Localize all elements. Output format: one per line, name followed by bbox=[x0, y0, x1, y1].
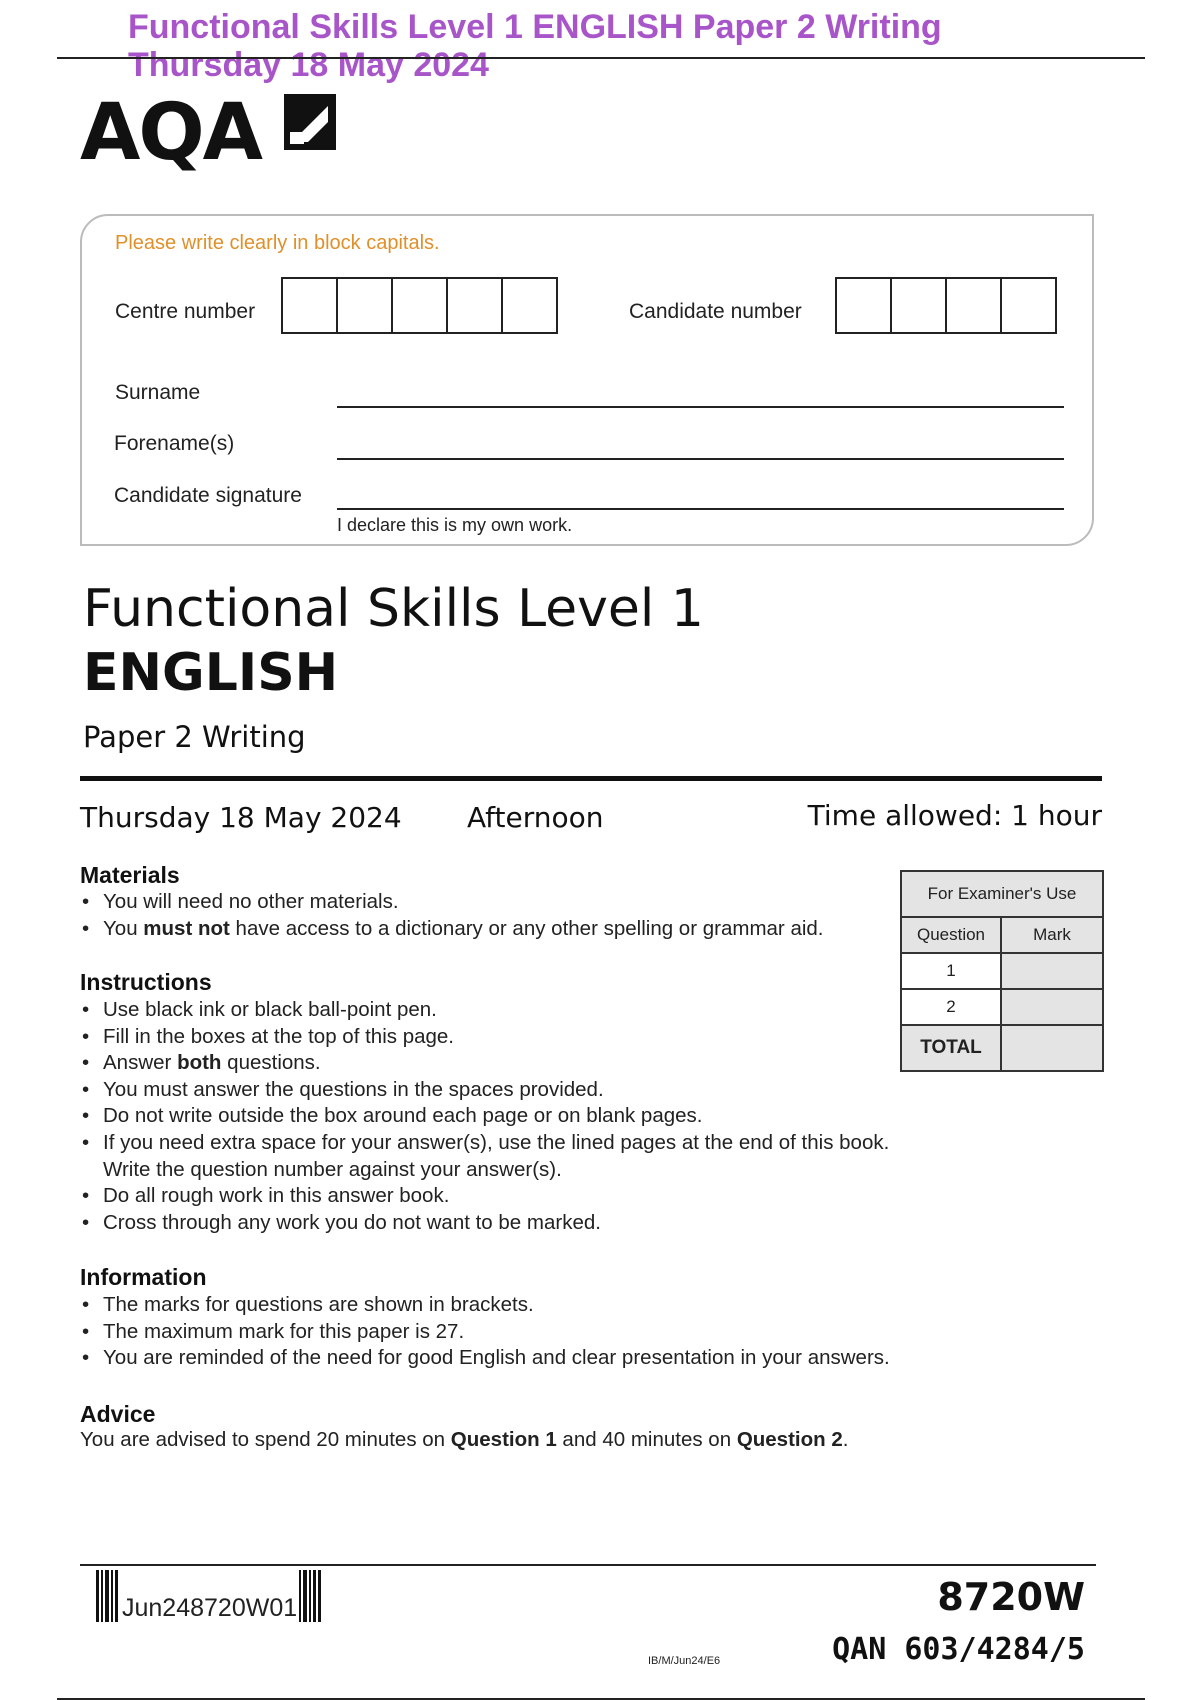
subject-title: ENGLISH bbox=[83, 643, 339, 703]
list-item bbox=[80, 1050, 889, 1077]
examiner-row-2-mark bbox=[1001, 989, 1103, 1025]
list-item bbox=[80, 1210, 889, 1237]
block-capitals-instruction: Please write clearly in block capitals. bbox=[115, 232, 440, 254]
centre-digit-box[interactable] bbox=[281, 277, 338, 334]
list-item bbox=[80, 1319, 890, 1346]
materials-list bbox=[80, 889, 824, 942]
barcode-bar bbox=[318, 1570, 321, 1622]
advice-question-2: Question 2 bbox=[736, 1428, 843, 1451]
specification-code: 8720W bbox=[937, 1575, 1085, 1619]
examiner-row-1-question: 1 bbox=[901, 953, 1001, 989]
barcode-text: Jun248720W01 bbox=[122, 1594, 298, 1622]
information-item-2: The maximum mark for this paper is 27. bbox=[103, 1319, 465, 1343]
materials-item-1: You will need no other materials. bbox=[103, 890, 399, 913]
instruction-item-8: Cross through any work you do not want to be marked. bbox=[103, 1210, 601, 1234]
signature-label: Candidate signature bbox=[114, 484, 302, 507]
candidate-digit-box[interactable] bbox=[890, 277, 947, 334]
instruction-item-6a: If you need extra space for your answer(s), use the lined pages at the end of this book. bbox=[103, 1130, 890, 1154]
centre-digit-box[interactable] bbox=[336, 277, 393, 334]
watermark-title bbox=[128, 8, 942, 84]
aqa-logo-text: AQA bbox=[80, 88, 262, 178]
barcode-bar bbox=[105, 1570, 109, 1622]
instructions-list bbox=[80, 997, 889, 1236]
barcode-bar bbox=[96, 1570, 99, 1622]
list-item bbox=[80, 1345, 890, 1372]
materials-heading: Materials bbox=[80, 862, 180, 888]
examiner-row-1-mark bbox=[1001, 953, 1103, 989]
materials-item-2-bold: must not bbox=[143, 916, 230, 940]
instruction-item-7: Do all rough work in this answer book. bbox=[103, 1184, 450, 1208]
barcode-bar bbox=[101, 1570, 103, 1622]
advice-post: . bbox=[842, 1428, 849, 1451]
watermark-line-2: Thursday 18 May 2024 bbox=[128, 46, 489, 84]
paper-title: Functional Skills Level 1 bbox=[83, 579, 704, 639]
footer-rule bbox=[80, 1564, 1096, 1566]
instruction-item-4: You must answer the questions in the spaces provided. bbox=[103, 1077, 604, 1101]
list-item bbox=[80, 1103, 889, 1130]
aqa-logo bbox=[80, 88, 261, 178]
information-item-1: The marks for questions are shown in brackets. bbox=[103, 1293, 534, 1316]
advice-pre: You are advised to spend 20 minutes on bbox=[80, 1428, 451, 1451]
qan-number: QAN 603/4284/5 bbox=[832, 1632, 1085, 1667]
advice-text bbox=[80, 1428, 848, 1452]
examiner-total-label: TOTAL bbox=[901, 1025, 1001, 1071]
list-item bbox=[80, 889, 824, 916]
examiner-total-mark bbox=[1001, 1025, 1103, 1071]
title-rule bbox=[80, 776, 1102, 781]
candidate-digit-box[interactable] bbox=[1000, 277, 1057, 334]
candidate-number-boxes[interactable] bbox=[835, 277, 1057, 334]
time-allowed: Time allowed: 1 hour bbox=[807, 799, 1102, 832]
barcode-bar bbox=[309, 1570, 311, 1622]
examiner-use-table bbox=[900, 870, 1104, 1072]
aqa-logo-mark-icon bbox=[282, 92, 338, 152]
top-rule bbox=[57, 57, 1145, 59]
instruction-item-2: Fill in the boxes at the top of this page. bbox=[103, 1024, 454, 1048]
examiner-col-question: Question bbox=[901, 917, 1001, 953]
centre-digit-box[interactable] bbox=[446, 277, 503, 334]
exam-session: Afternoon bbox=[467, 801, 604, 834]
list-item bbox=[80, 1292, 890, 1319]
barcode bbox=[96, 1570, 323, 1622]
instruction-item-3-pre: Answer bbox=[103, 1051, 178, 1075]
information-heading: Information bbox=[80, 1264, 207, 1290]
table-row bbox=[901, 1025, 1103, 1071]
centre-number-label: Centre number bbox=[115, 300, 256, 323]
advice-mid: and 40 minutes on bbox=[556, 1428, 737, 1451]
examiner-col-mark: Mark bbox=[1001, 917, 1103, 953]
watermark-line-1: Functional Skills Level 1 ENGLISH Paper 2 Writing bbox=[128, 8, 942, 46]
list-item bbox=[80, 1077, 889, 1104]
surname-line[interactable] bbox=[337, 406, 1064, 408]
list-item bbox=[80, 997, 889, 1024]
candidate-number-label: Candidate number bbox=[629, 300, 802, 323]
forename-line[interactable] bbox=[337, 458, 1064, 460]
instruction-item-3-bold: both bbox=[177, 1051, 222, 1075]
candidate-digit-box[interactable] bbox=[835, 277, 892, 334]
barcode-bar bbox=[111, 1570, 113, 1622]
centre-digit-box[interactable] bbox=[391, 277, 448, 334]
table-row bbox=[901, 953, 1103, 989]
information-list bbox=[80, 1292, 890, 1372]
examiner-table-title: For Examiner's Use bbox=[901, 871, 1103, 917]
centre-number-boxes[interactable] bbox=[281, 277, 558, 334]
instruction-item-6b: Write the question number against your answer(s). bbox=[103, 1157, 562, 1181]
advice-heading: Advice bbox=[80, 1401, 156, 1427]
advice-question-1: Question 1 bbox=[450, 1428, 557, 1451]
declaration-text: I declare this is my own work. bbox=[337, 515, 573, 535]
forename-label: Forename(s) bbox=[114, 432, 235, 455]
information-item-3: You are reminded of the need for good English and clear presentation in your answers. bbox=[103, 1346, 890, 1370]
surname-label: Surname bbox=[115, 381, 201, 404]
exam-date: Thursday 18 May 2024 bbox=[80, 801, 402, 834]
list-item bbox=[80, 1024, 889, 1051]
barcode-bar bbox=[115, 1570, 118, 1622]
instruction-item-5: Do not write outside the box around each page or on blank pages. bbox=[103, 1104, 703, 1128]
signature-line[interactable] bbox=[337, 508, 1064, 510]
document-reference: IB/M/Jun24/E6 bbox=[648, 1655, 721, 1667]
instruction-item-3-post: questions. bbox=[221, 1051, 321, 1075]
instruction-item-1: Use black ink or black ball-point pen. bbox=[103, 998, 437, 1021]
candidate-digit-box[interactable] bbox=[945, 277, 1002, 334]
barcode-bar bbox=[303, 1570, 307, 1622]
table-row bbox=[901, 989, 1103, 1025]
centre-digit-box[interactable] bbox=[501, 277, 558, 334]
materials-item-2-pre: You bbox=[103, 916, 144, 940]
list-item bbox=[80, 1183, 889, 1210]
barcode-bar bbox=[299, 1570, 301, 1622]
list-item bbox=[80, 916, 824, 943]
paper-subtitle: Paper 2 Writing bbox=[83, 720, 306, 754]
barcode-bar bbox=[313, 1570, 316, 1622]
instructions-heading: Instructions bbox=[80, 969, 212, 995]
list-item bbox=[80, 1130, 889, 1183]
examiner-row-2-question: 2 bbox=[901, 989, 1001, 1025]
materials-item-2-post: have access to a dictionary or any other spelling or grammar aid. bbox=[229, 916, 824, 940]
